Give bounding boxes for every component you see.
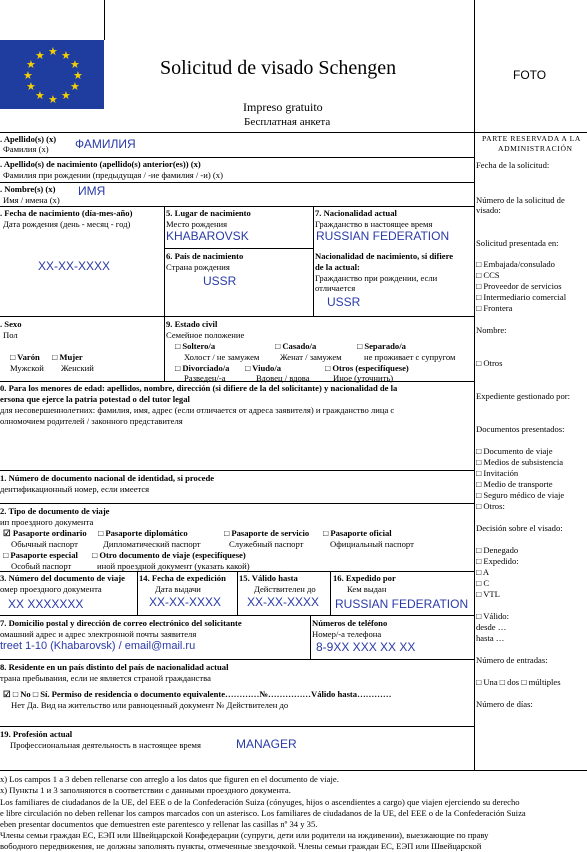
admin-option-label: Embajada/consulado <box>483 259 555 269</box>
form-title: Solicitud de visado Schengen <box>160 57 397 79</box>
field-6-label-ru: Страна рождения <box>166 262 230 272</box>
admin-doc-option: □ Otros: <box>476 501 505 511</box>
form-subtitle: Impreso gratuito <box>243 100 323 114</box>
admin-valido-label: Válido: <box>483 611 509 621</box>
married-ru: Женат / замужем <box>280 352 342 362</box>
birth-nationality-value[interactable]: USSR <box>327 295 361 309</box>
sex-female-ru: Женский <box>61 363 94 373</box>
star-icon: ★ <box>70 80 80 93</box>
footnote: e libre circulación no deben rellenar los campos marcados con un asterisco. Los familiares de ciudadanos de la UE, del EEE o de la Confederación Suiza <box>0 808 526 818</box>
official-passport-checkbox[interactable]: □ Pasaporte oficial <box>323 528 392 538</box>
divorced-ru: Разведен/-а <box>184 373 226 383</box>
field-17-label: 7. Domicilio postal y dirección de correo electrónico del solicitante <box>0 618 242 628</box>
admin-doc-label: Seguro médico de viaje <box>483 490 565 500</box>
sex-male-ru: Мужской <box>10 363 44 373</box>
sex-female-checkbox[interactable]: □ Mujer <box>52 352 83 362</box>
col-line <box>164 316 165 381</box>
field-9-label: 9. Estado civil <box>166 319 218 329</box>
first-name-value[interactable]: ИМЯ <box>78 184 106 198</box>
admin-column-divider <box>474 0 475 770</box>
official-passport-ru: Официальный паспорт <box>330 539 414 549</box>
star-icon: ★ <box>35 49 45 62</box>
col-line <box>313 206 314 316</box>
field-19-label-ru: Профессиональная деятельность в настоящее время <box>10 740 201 750</box>
field-4-label-ru: Дата рождения (день - месяц - год) <box>3 219 131 229</box>
other-document-ru: иной проездной документ (указать какой) <box>97 561 250 571</box>
star-icon: ★ <box>61 89 71 102</box>
admin-doc-option: □ Medios de subsistencia <box>476 457 564 467</box>
field-1-label-ru: Фамилия (x) <box>3 144 49 154</box>
issue-date-value[interactable]: XX-XX-XXXX <box>149 595 222 609</box>
admin-decision-label: VTL <box>483 589 500 599</box>
field-12-label: 2. Tipo de documento de viaje <box>0 506 110 516</box>
field-9-label-ru: Семейное положение <box>166 330 245 340</box>
field-7b-label-2: de la actual: <box>315 262 360 272</box>
diplomatic-passport-checkbox[interactable]: □ Pasaporte diplomático <box>98 528 188 538</box>
col-line <box>310 615 311 659</box>
footnote: eben presentar documentos que demuestren este parentesco y rellenar las casillas nº 34 y 35. <box>0 819 318 829</box>
col-line <box>330 571 331 615</box>
admin-decision-option: □ A <box>476 567 490 577</box>
admin-heading-2: ADMINISTRACIÓN <box>498 144 573 153</box>
field-5-label: 5. Lugar de nacimiento <box>166 208 251 218</box>
admin-desde: desde … <box>476 622 507 632</box>
header-left-divider <box>104 0 105 40</box>
service-passport-checkbox[interactable]: □ Pasaporte de servicio <box>224 528 310 538</box>
field-7b-label-ru: Гражданство при рождении, если <box>315 273 438 283</box>
row-line <box>0 503 474 504</box>
admin-dias: Número de días: <box>476 699 533 709</box>
star-icon: ★ <box>48 93 58 106</box>
star-icon: ★ <box>70 58 80 71</box>
field-14-label: 14. Fecha de expedición <box>139 573 226 583</box>
admin-doc-option: □ Seguro médico de viaje <box>476 490 565 500</box>
married-checkbox[interactable]: □ Casado/a <box>275 341 317 351</box>
admin-doc-label: Documento de viaje <box>483 446 553 456</box>
admin-option: □ Proveedor de servicios <box>476 281 562 291</box>
star-icon: ★ <box>35 89 45 102</box>
admin-doc-option: □ Invitación <box>476 468 519 478</box>
field-10-label-ru: для несовершеннолетних: фамилия, имя, адрес (если отличается от адреса заявителя) и гражданство лица с <box>0 405 395 415</box>
field-7-label-ru: Гражданство в настоящее время <box>315 219 433 229</box>
row-line <box>0 316 474 317</box>
phone-label: Números de teléfono <box>312 618 388 628</box>
admin-decision-label: A <box>482 567 490 577</box>
special-passport-ru: Особый паспорт <box>11 561 72 571</box>
admin-decision-option: □ Expedido: <box>476 556 519 566</box>
field-2-label-ru: Фамилия при рождении (предыдущая / -ие фамилия / -и) (x) <box>3 170 223 180</box>
form-bottom-line <box>0 770 587 771</box>
field-19-label: 19. Profesión actual <box>0 729 73 739</box>
residence-options-label: □ No □ Sí. Permiso de residencia o documento equivalente…………№……………Válido hasta………… <box>12 689 392 699</box>
footnote: Los familiares de ciudadanos de la UE, del EEE o de la Confederación Suiza (cónyuges, hijos o ascendientes a cargo) que viajen ejerciendo su derecho <box>0 797 520 807</box>
admin-decision: Decisión sobre el visado: <box>476 523 563 533</box>
admin-decision-option: □ Denegado <box>476 545 519 555</box>
admin-doc-label: Invitación <box>483 468 519 478</box>
field-8-label: . Sexo <box>0 319 22 329</box>
col-line <box>237 571 238 615</box>
admin-otros: □ Otros <box>476 358 503 368</box>
field-5-label-ru: Место рождения <box>166 219 228 229</box>
other-status-ru: Иное (уточнить) <box>333 373 394 383</box>
col-line <box>164 206 165 316</box>
footnote: x) Пункты 1 и 3 заполняются в соответствии с данными проездного документа. <box>0 785 291 795</box>
admin-decision-label: Expedido: <box>483 556 519 566</box>
ordinary-passport-checkbox[interactable] <box>3 528 87 538</box>
admin-option: □ Embajada/consulado <box>476 259 555 269</box>
row-line <box>164 248 313 249</box>
admin-option-label: Intermediario comercial <box>483 292 567 302</box>
admin-fecha: Fecha de la solicitud: <box>476 160 550 170</box>
admin-presentada: Solicitud presentada en: <box>476 238 559 248</box>
single-checkbox[interactable]: □ Soltero/a <box>175 341 216 351</box>
admin-nombre: Nombre: <box>476 325 507 335</box>
admin-decision-label: C <box>483 578 490 588</box>
star-icon: ★ <box>23 69 33 82</box>
phone-label-ru: Номер/-а телефона <box>312 629 382 639</box>
eu-flag <box>0 40 104 109</box>
field-15-label: 15. Válido hasta <box>239 573 298 583</box>
separated-ru: не проживает с супругом <box>364 352 456 362</box>
admin-entradas-options: □ Una □ dos □ múltiples <box>476 677 561 687</box>
admin-documentos: Documentos presentados: <box>476 424 565 434</box>
field-13-label: 3. Número del documento de viaje <box>0 573 125 583</box>
phone-value[interactable]: 8-9XX XXX XX XX <box>316 640 416 654</box>
profession-value[interactable]: MANAGER <box>236 737 297 751</box>
residence-options[interactable] <box>3 689 391 699</box>
footnote: вободного передвижения, не должны заполнять пункты, отмеченные звездочкой. Члены семьи граждан ЕС, ЕЭП или Швейцарской <box>0 841 482 851</box>
single-ru: Холост / не замужем <box>184 352 260 362</box>
field-8-label-ru: Пол <box>3 330 18 340</box>
separated-checkbox[interactable]: □ Separado/a <box>357 341 406 351</box>
field-7b-label-ru-2: отличается <box>315 283 356 293</box>
row-line <box>0 726 474 727</box>
admin-doc-option: □ Documento de viaje <box>476 446 553 456</box>
row-line <box>0 381 474 382</box>
field-12-label-ru: ип проездного документа <box>0 517 94 527</box>
field-10-label-2: ersona que ejerce la patria potestad o del tutor legal <box>0 394 190 404</box>
col-line <box>137 571 138 615</box>
field-10-label: 0. Para los menores de edad: apellidos, nombre, dirección (si difiere de la del solicitante) y nacionalidad de la <box>0 383 398 393</box>
admin-numero: Número de la solicitud de <box>476 195 565 205</box>
other-status-checkbox[interactable]: □ Otros (especifíquese) <box>325 363 409 373</box>
issued-by-value[interactable]: RUSSIAN FEDERATION <box>335 597 469 611</box>
field-1-label: . Apellido(s) (x) <box>0 134 57 144</box>
field-13-label-ru: омер проездного документа <box>0 584 102 594</box>
footnote: Члены семьи граждан ЕС, ЕЭП или Швейцарской Конфедерации (супруги, дети или родители на иждивении), выезжающие по праву <box>0 830 489 840</box>
other-document-checkbox[interactable]: □ Otro documento de viaje (especifíquese) <box>92 550 246 560</box>
checked-box-icon: ☑ <box>3 528 13 538</box>
admin-doc-label: Otros: <box>483 501 505 511</box>
field-14-label-ru: Дата выдачи <box>155 584 201 594</box>
checked-box-icon: ☑ <box>3 689 13 699</box>
birth-date-value[interactable]: XX-XX-XXXX <box>38 259 111 273</box>
nationality-value[interactable]: RUSSIAN FEDERATION <box>316 229 450 243</box>
field-7b-label: Nacionalidad de nacimiento, si difiere <box>315 251 454 261</box>
special-passport-checkbox[interactable]: □ Pasaporte especial <box>3 550 78 560</box>
admin-gestionado: Expediente gestionado por: <box>476 391 571 401</box>
ordinary-passport-ru: Обычный паспорт <box>11 539 78 549</box>
address-value[interactable]: treet 1-10 (Khabarovsk) / email@mail.ru <box>0 640 196 652</box>
admin-option-label: Frontera <box>483 303 513 313</box>
field-4-label: . Fecha de nacimiento (día-mes-año) <box>0 208 133 218</box>
field-18-label-ru: трана пребывания, если не является страной гражданства <box>0 673 211 683</box>
star-icon: ★ <box>48 45 58 58</box>
field-2-label: . Apellido(s) de nacimiento (apellido(s) anterior(es)) (x) <box>0 159 201 169</box>
field-18-label: 8. Residente en un país distinto del país de nacionalidad actual <box>0 662 229 672</box>
expiry-date-value[interactable]: XX-XX-XXXX <box>247 595 320 609</box>
birth-place-value[interactable]: KHABAROVSK <box>166 229 249 243</box>
footnote: x) Los campos 1 a 3 deben rellenarse con arreglo a los datos que figuren en el documento de viaje. <box>0 774 339 784</box>
star-icon: ★ <box>61 49 71 62</box>
widowed-checkbox[interactable]: □ Viudo/a <box>245 363 281 373</box>
admin-doc-option: □ Medio de transporte <box>476 479 553 489</box>
admin-valido: □ Válido: <box>476 611 509 621</box>
admin-hasta: hasta … <box>476 633 505 643</box>
admin-option-label: Proveedor de servicios <box>483 281 562 291</box>
row-line <box>0 615 474 616</box>
divorced-checkbox[interactable]: □ Divorciado/a <box>175 363 230 373</box>
admin-option: □ CCS <box>476 270 500 280</box>
star-icon: ★ <box>26 80 36 93</box>
admin-heading: PARTE RESERVADA A LA <box>482 134 581 143</box>
row-line <box>0 659 474 660</box>
admin-option-label: CCS <box>483 270 500 280</box>
field-15-label-ru: Действителен до <box>254 584 316 594</box>
field-16-label: 16. Expedido por <box>333 573 396 583</box>
field-16-label-ru: Кем выдан <box>347 584 387 594</box>
admin-entradas-label: Una □ dos □ múltiples <box>483 677 561 687</box>
form-subtitle-ru: Бесплатная анкета <box>244 116 331 128</box>
admin-option: □ Intermediario comercial <box>476 292 567 302</box>
star-icon: ★ <box>73 69 83 82</box>
field-3-label-ru: Имя / имена (x) <box>3 195 60 205</box>
admin-decision-option: □ C <box>476 578 490 588</box>
diplomatic-passport-ru: Дипломатический паспорт <box>103 539 201 549</box>
ordinary-passport-label: Pasaporte ordinario <box>12 528 87 538</box>
field-10-label-ru-2: олномочием родителей / законного представителя <box>0 416 183 426</box>
field-7-label: 7. Nacionalidad actual <box>315 208 397 218</box>
field-6-label: 6. País de nacimiento <box>166 251 244 261</box>
field-11-label-ru: дентификационный номер, если имеется <box>0 484 150 494</box>
birth-country-value[interactable]: USSR <box>203 274 237 288</box>
row-line <box>0 182 474 183</box>
passport-number-value[interactable]: XX XXXXXXX <box>8 597 84 611</box>
admin-otros-label: Otros <box>483 358 503 368</box>
row-line <box>0 157 474 158</box>
field-11-label: 1. Número de documento nacional de identidad, si procede <box>0 473 215 483</box>
admin-doc-label: Medio de transporte <box>483 479 553 489</box>
admin-entradas: Número de entradas: <box>476 655 548 665</box>
residence-options-ru: Нет Да. Вид на жительство или равноценный документ № Действителен до <box>11 700 289 710</box>
admin-numero-2: visado: <box>476 205 501 215</box>
field-17-label-ru: омашний адрес и адрес электронной почты заявителя <box>0 629 197 639</box>
sex-male-checkbox[interactable]: □ Varón <box>10 352 40 362</box>
row-line <box>0 470 474 471</box>
row-line <box>0 206 474 207</box>
star-icon: ★ <box>26 58 36 71</box>
field-3-label: . Nombre(s) (x) <box>0 184 56 194</box>
admin-option: □ Frontera <box>476 303 513 313</box>
admin-decision-option: □ VTL <box>476 589 500 599</box>
widowed-ru: Вдовец / вдова <box>256 373 310 383</box>
admin-doc-label: Medios de subsistencia <box>483 457 564 467</box>
photo-box-label: FOTO <box>513 68 547 82</box>
admin-decision-label: Denegado <box>483 545 519 555</box>
service-passport-ru: Служебный паспорт <box>229 539 304 549</box>
surname-value[interactable]: ФАМИЛИЯ <box>75 137 136 151</box>
header-bottom-line <box>0 132 587 133</box>
